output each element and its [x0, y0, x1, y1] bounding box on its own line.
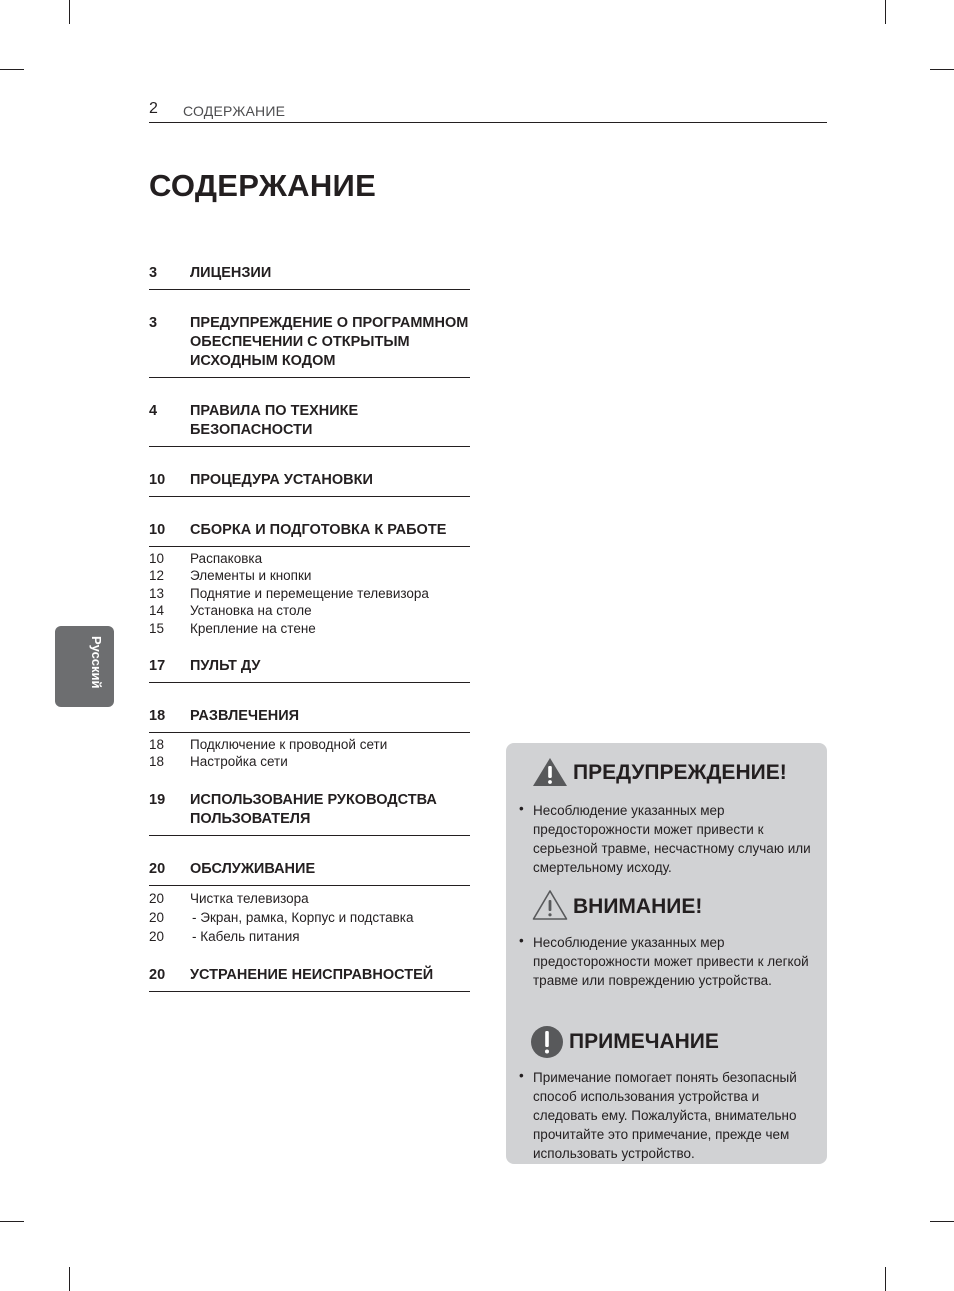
toc-subitem-title: Элементы и кнопки — [190, 568, 312, 584]
warning-triangle-icon — [532, 757, 568, 787]
caution-header — [506, 889, 827, 923]
toc-page-number: 20 — [149, 909, 165, 925]
toc-subitem[interactable] — [149, 620, 470, 637]
crop-mark — [0, 1221, 24, 1222]
crop-mark — [69, 1267, 70, 1291]
toc-section-heading[interactable] — [149, 960, 470, 992]
toc-page-number: 3 — [149, 265, 158, 281]
running-head — [149, 100, 827, 123]
toc-section-title: ЛИЦЕНЗИИ — [190, 265, 272, 281]
warning-header — [506, 755, 827, 789]
toc-subitem[interactable] — [149, 908, 470, 927]
toc-subitem-title: - Кабель питания — [192, 928, 300, 944]
bullet: • — [519, 1068, 524, 1083]
toc-section — [149, 854, 470, 946]
toc-page-number: 18 — [149, 737, 165, 753]
toc-section-title: ПРЕДУПРЕЖДЕНИЕ О ПРОГРАММНОМ ОБЕСПЕЧЕНИИ С ОТКРЫТЫМ ИСХОДНЫМ КОДОМ — [190, 315, 469, 369]
toc-subitems — [149, 733, 470, 771]
toc-subitem-title: Поднятие и перемещение телевизора — [190, 585, 429, 601]
toc-subitem-title: Установка на столе — [190, 603, 312, 619]
toc-section — [149, 651, 470, 683]
toc-page-number: 10 — [149, 551, 165, 566]
toc-section — [149, 701, 470, 771]
toc-section-heading[interactable] — [149, 308, 470, 378]
toc-page-number: 20 — [149, 860, 166, 877]
toc-section-title: ПРОЦЕДУРА УСТАНОВКИ — [190, 472, 373, 488]
warning-text: Несоблюдение указанных мер предосторожности может привести к серьезной травме, несчастному случаю или смертельному исходу. — [533, 803, 811, 875]
bullet: • — [519, 933, 524, 948]
toc-section-heading[interactable] — [149, 701, 470, 733]
toc-section-title: ОБСЛУЖИВАНИЕ — [190, 860, 316, 877]
toc-subitem-title: Чистка телевизора — [190, 890, 309, 906]
caution-triangle-icon — [532, 889, 568, 921]
table-of-contents — [149, 258, 470, 1010]
toc-section-title: РАЗВЛЕЧЕНИЯ — [190, 708, 300, 725]
toc-page-number: 13 — [149, 585, 165, 601]
toc-page-number: 15 — [149, 620, 165, 636]
toc-page-number: 14 — [149, 603, 165, 619]
toc-subitem[interactable] — [149, 889, 470, 908]
toc-subitem[interactable] — [149, 550, 470, 567]
toc-section-heading[interactable] — [149, 396, 470, 447]
toc-subitem-title: Крепление на стене — [190, 620, 316, 636]
page-number: 2 — [149, 100, 158, 117]
toc-section-title: ПРАВИЛА ПО ТЕХНИКЕ БЕЗОПАСНОСТИ — [190, 403, 359, 438]
toc-section-title: ПУЛЬТ ДУ — [190, 658, 261, 675]
toc-subitem[interactable] — [149, 753, 470, 770]
crop-mark — [930, 69, 954, 70]
crop-mark — [0, 69, 24, 70]
toc-section — [149, 308, 470, 378]
toc-subitem-title: Настройка сети — [190, 754, 288, 770]
note-exclamation-icon — [530, 1025, 564, 1059]
toc-subitem-title: Распаковка — [190, 551, 263, 566]
crop-mark — [885, 1267, 886, 1291]
note-title: ПРИМЕЧАНИЕ — [569, 1030, 719, 1053]
toc-section-title: УСТРАНЕНИЕ НЕИСПРАВНОСТЕЙ — [190, 966, 434, 983]
crop-mark — [885, 0, 886, 24]
note-text: Примечание помогает понять безопасный способ использования устройства и следовать ему. Пожалуйста, внимательно прочитайте это примечание, прежде чем использовать устройство. — [533, 1070, 797, 1161]
warning-title: ПРЕДУПРЕЖДЕНИЕ! — [573, 761, 787, 784]
toc-section-title: СБОРКА И ПОДГОТОВКА К РАБОТЕ — [190, 522, 447, 538]
toc-page-number: 12 — [149, 568, 165, 584]
toc-page-number: 4 — [149, 403, 158, 419]
toc-subitem[interactable] — [149, 927, 470, 946]
toc-section-heading[interactable] — [149, 651, 470, 683]
toc-page-number: 20 — [149, 928, 165, 944]
toc-section-heading[interactable] — [149, 854, 470, 886]
toc-subitem[interactable] — [149, 602, 470, 619]
toc-section-heading[interactable] — [149, 465, 470, 497]
toc-section — [149, 515, 470, 637]
toc-section-heading[interactable] — [149, 258, 470, 290]
toc-page-number: 18 — [149, 708, 166, 725]
safety-notices-panel — [506, 743, 827, 1164]
toc-subitems — [149, 886, 470, 946]
toc-section — [149, 258, 470, 290]
toc-section-heading[interactable] — [149, 515, 470, 547]
language-tab-label: Русский — [89, 636, 104, 689]
toc-subitem-title: Подключение к проводной сети — [190, 737, 388, 753]
toc-section — [149, 960, 470, 992]
language-side-tab — [55, 626, 114, 707]
toc-page-number: 18 — [149, 754, 165, 770]
toc-subitem[interactable] — [149, 585, 470, 602]
caution-title: ВНИМАНИЕ! — [573, 895, 703, 918]
toc-section — [149, 465, 470, 497]
toc-subitem-title: - Экран, рамка, Корпус и подставка — [192, 909, 414, 925]
toc-page-number: 17 — [149, 658, 166, 675]
toc-section — [149, 785, 470, 836]
note-header — [506, 1024, 827, 1058]
toc-page-number: 10 — [149, 472, 166, 488]
toc-subitem[interactable] — [149, 736, 470, 753]
running-head-title: СОДЕРЖАНИЕ — [183, 103, 286, 119]
toc-section-title: ИСПОЛЬЗОВАНИЕ РУКОВОДСТВА ПОЛЬЗОВАТЕЛЯ — [190, 791, 437, 827]
crop-mark — [930, 1221, 954, 1222]
toc-page-number: 20 — [149, 890, 165, 906]
page-title: СОДЕРЖАНИЕ — [149, 168, 377, 203]
crop-mark — [69, 0, 70, 24]
toc-page-number: 10 — [149, 522, 166, 538]
caution-text: Несоблюдение указанных мер предосторожности может привести к легкой травме или повреждению устройства. — [533, 935, 809, 988]
toc-subitems — [149, 547, 470, 637]
bullet: • — [519, 801, 524, 816]
toc-page-number: 20 — [149, 966, 166, 983]
toc-section — [149, 396, 470, 447]
toc-subitem[interactable] — [149, 567, 470, 584]
toc-page-number: 19 — [149, 791, 166, 808]
toc-page-number: 3 — [149, 315, 158, 331]
toc-section-heading[interactable] — [149, 785, 470, 836]
